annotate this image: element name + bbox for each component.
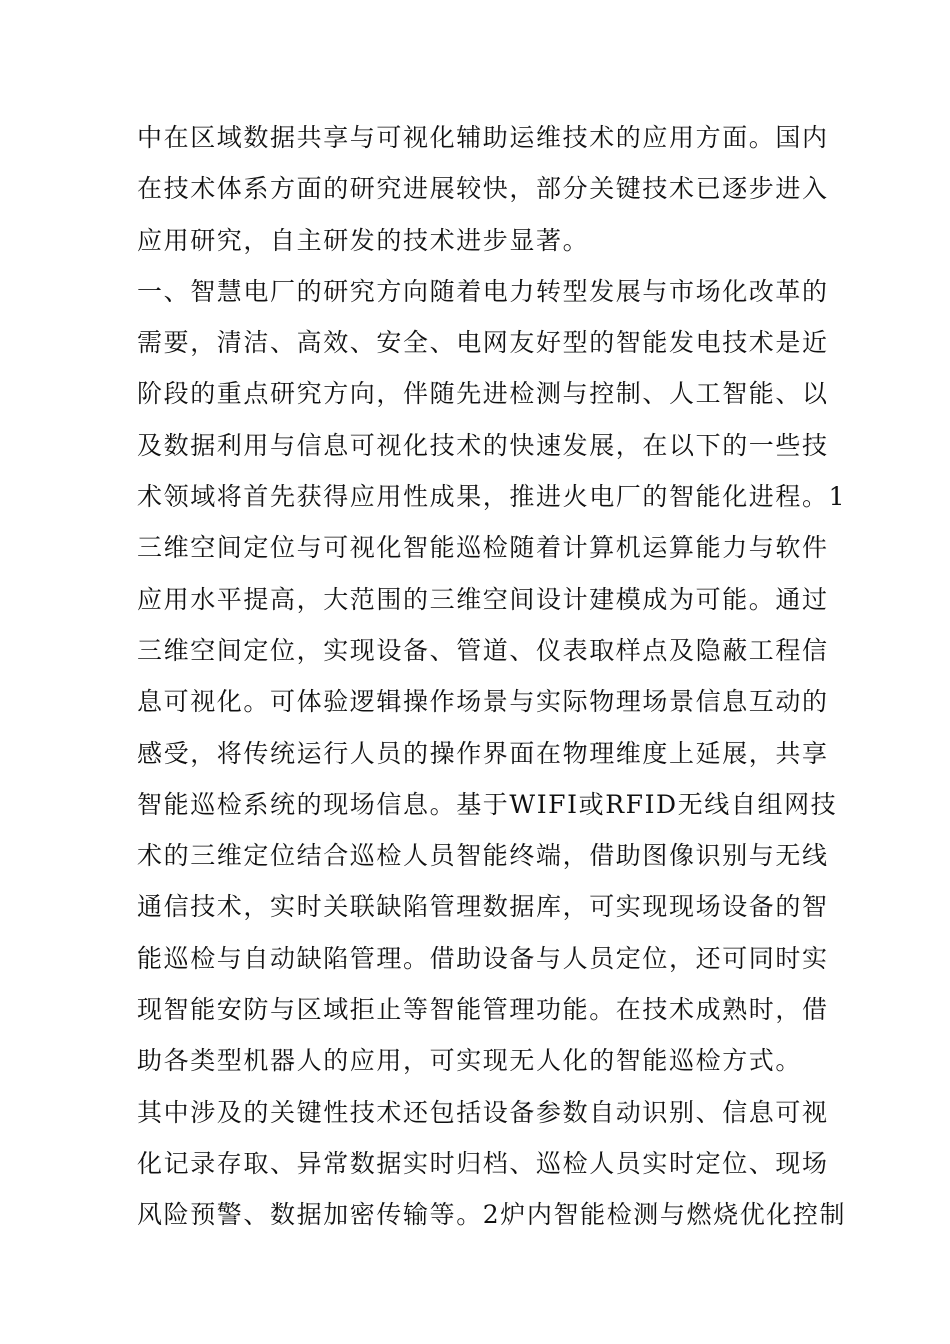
text-line: 风险预警、数据加密传输等。2炉内智能检测与燃烧优化控制 [137, 1200, 847, 1230]
text-line: 应用研究，自主研发的技术进步显著。 [137, 225, 590, 255]
text-line: 在技术体系方面的研究进展较快，部分关键技术已逐步进入 [137, 174, 829, 204]
text-line: 能巡检与自动缺陷管理。借助设备与人员定位，还可同时实 [137, 943, 829, 973]
text-line: 三维空间定位，实现设备、管道、仪表取样点及隐蔽工程信 [137, 635, 829, 665]
text-line: 其中涉及的关键性技术还包括设备参数自动识别、信息可视 [137, 1097, 829, 1127]
text-line: 化记录存取、异常数据实时归档、巡检人员实时定位、现场 [137, 1148, 829, 1178]
text-line: 助各类型机器人的应用，可实现无人化的智能巡检方式。 [137, 1046, 803, 1076]
text-line: 需要，清洁、高效、安全、电网友好型的智能发电技术是近 [137, 328, 829, 358]
text-line: 阶段的重点研究方向，伴随先进检测与控制、人工智能、以 [137, 379, 829, 409]
text-line: 智能巡检系统的现场信息。基于WIFI或RFID无线自组网技 [137, 789, 838, 819]
text-line: 三维空间定位与可视化智能巡检随着计算机运算能力与软件 [137, 533, 829, 563]
text-line: 术领域将首先获得应用性成果，推进火电厂的智能化进程。1 [137, 482, 847, 512]
text-line: 术的三维定位结合巡检人员智能终端，借助图像识别与无线 [137, 841, 829, 871]
text-line: 现智能安防与区域拒止等智能管理功能。在技术成熟时，借 [137, 995, 829, 1025]
text-line: 感受，将传统运行人员的操作界面在物理维度上延展，共享 [137, 738, 829, 768]
text-line: 中在区域数据共享与可视化辅助运维技术的应用方面。国内 [137, 123, 829, 152]
text-line: 通信技术，实时关联缺陷管理数据库，可实现现场设备的智 [137, 892, 829, 922]
text-line: 应用水平提高，大范围的三维空间设计建模成为可能。通过 [137, 584, 829, 614]
text-line: 及数据利用与信息可视化技术的快速发展，在以下的一些技 [137, 430, 829, 460]
text-line: 一、智慧电厂的研究方向随着电力转型发展与市场化改革的 [137, 276, 829, 306]
text-line: 息可视化。可体验逻辑操作场景与实际物理场景信息互动的 [137, 687, 829, 717]
body-text [137, 112, 847, 1241]
